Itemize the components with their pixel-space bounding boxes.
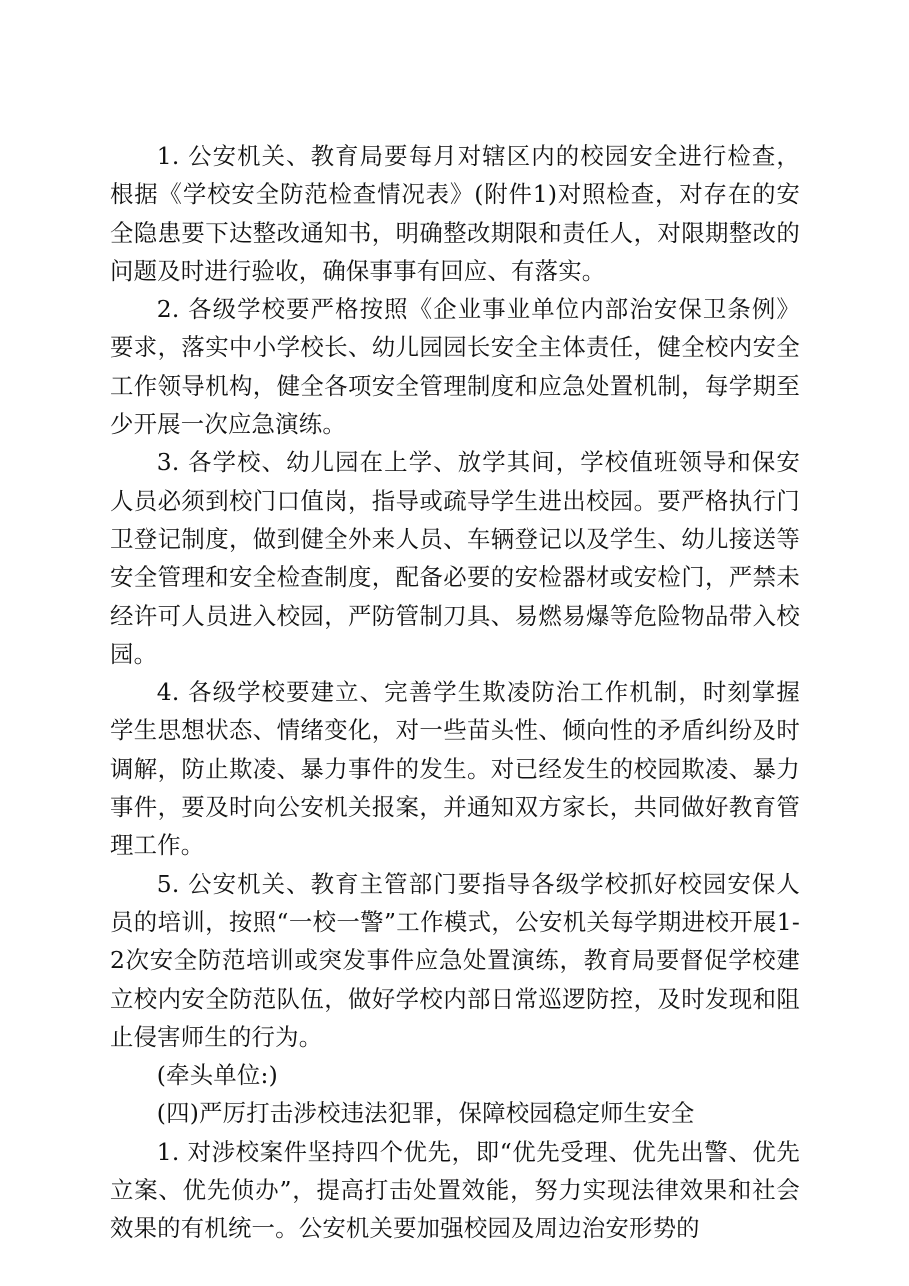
paragraph-gate-duty: 3. 各学校、幼儿园在上学、放学其间，学校值班领导和保安人员必须到校门口值岗，指导或疏导学生进出校园。要严格执行门卫登记制度，做到健全外来人员、车辆登记以及学生、幼儿接送等安全管理和安全检查制度，配备必要的安检器材或安检门，严禁未经许可人员进入校园，严防管制刀具、易燃易爆等危险物品带入校园。 <box>110 448 800 668</box>
paragraph-case-priority: 1. 对涉校案件坚持四个优先，即“优先受理、优先出警、优先立案、优先侦办”，提高打击处置效能，努力实现法律效果和社会效果的有机统一。公安机关要加强校园及周边治安形势的 <box>110 1137 800 1243</box>
section-heading-4: (四)严厉打击涉校违法犯罪，保障校园稳定师生安全 <box>156 1099 695 1128</box>
paragraph-lead-unit: (牵头单位:) <box>156 1061 278 1090</box>
paragraph-anti-bullying: 4. 各级学校要建立、完善学生欺凌防治工作机制，时刻掌握学生思想状态、情绪变化，对一些苗头性、倾向性的矛盾纠纷及时调解，防止欺凌、暴力事件的发生。对已经发生的校园欺凌、暴力事件，要及时向公安机关报案，并通知双方家长，共同做好教育管理工作。 <box>110 678 800 860</box>
paragraph-security-training: 5. 公安机关、教育主管部门要指导各级学校抓好校园安保人员的培训，按照“一校一警”工作模式，公安机关每学期进校开展1-2次安全防范培训或突发事件应急处置演练，教育局要督促学校建立校内安全防范队伍，做好学校内部日常巡逻防控，及时发现和阻止侵害师生的行为。 <box>110 869 800 1051</box>
document-body <box>110 137 800 1248</box>
paragraph-school-responsibility: 2. 各级学校要严格按照《企业事业单位内部治安保卫条例》要求，落实中小学校长、幼儿园园长安全主体责任，健全校内安全工作领导机构，健全各项安全管理制度和应急处置机制，每学期至少开展一次应急演练。 <box>110 295 800 439</box>
paragraph-inspection: 1. 公安机关、教育局要每月对辖区内的校园安全进行检查，根据《学校安全防范检查情况表》(附件1)对照检查，对存在的安全隐患要下达整改通知书，明确整改期限和责任人，对限期整改的问题及时进行验收，确保事事有回应、有落实。 <box>110 142 800 285</box>
